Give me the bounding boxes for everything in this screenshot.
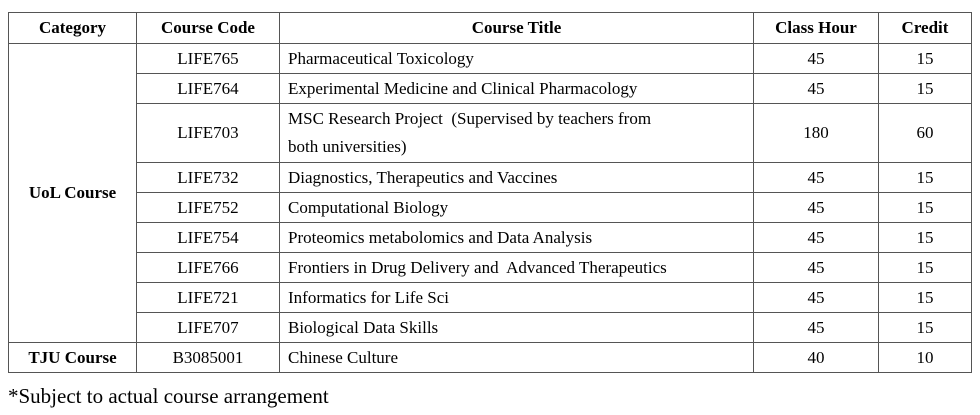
table-row — [9, 343, 972, 373]
class-hour-cell: 40 — [754, 343, 879, 373]
class-hour-cell: 45 — [754, 193, 879, 223]
course-code-cell: B3085001 — [137, 343, 280, 373]
table-row — [9, 283, 972, 313]
table-header-row — [9, 13, 972, 44]
course-code-cell: LIFE766 — [137, 253, 280, 283]
course-title-line-2: both universities) — [288, 137, 407, 156]
course-title-cell: Pharmaceutical Toxicology — [280, 44, 754, 74]
course-code-cell: LIFE707 — [137, 313, 280, 343]
class-hour-cell: 45 — [754, 283, 879, 313]
class-hour-cell: 45 — [754, 74, 879, 104]
course-code-cell: LIFE703 — [137, 104, 280, 163]
course-title-cell: Diagnostics, Therapeutics and Vaccines — [280, 163, 754, 193]
course-title-cell: Computational Biology — [280, 193, 754, 223]
credit-cell: 15 — [879, 253, 972, 283]
course-code-cell: LIFE732 — [137, 163, 280, 193]
class-hour-cell: 45 — [754, 313, 879, 343]
credit-cell: 15 — [879, 74, 972, 104]
table-row — [9, 193, 972, 223]
course-code-cell: LIFE764 — [137, 74, 280, 104]
table-row — [9, 74, 972, 104]
credit-cell: 15 — [879, 283, 972, 313]
course-title-line-1: MSC Research Project (Supervised by teachers from — [288, 109, 652, 128]
course-title-cell: Chinese Culture — [280, 343, 754, 373]
header-credit: Credit — [879, 13, 972, 44]
credit-cell: 15 — [879, 44, 972, 74]
course-code-cell: LIFE752 — [137, 193, 280, 223]
course-code-cell: LIFE765 — [137, 44, 280, 74]
class-hour-cell: 45 — [754, 253, 879, 283]
course-code-cell: LIFE721 — [137, 283, 280, 313]
category-cell-uol: UoL Course — [9, 44, 137, 343]
course-title-cell: Proteomics metabolomics and Data Analysis — [280, 223, 754, 253]
credit-cell: 15 — [879, 163, 972, 193]
header-course-code: Course Code — [137, 13, 280, 44]
course-title-cell: Experimental Medicine and Clinical Pharmacology — [280, 74, 754, 104]
class-hour-cell: 180 — [754, 104, 879, 163]
credit-cell: 15 — [879, 193, 972, 223]
table-row — [9, 223, 972, 253]
table-row — [9, 163, 972, 193]
footnote: *Subject to actual course arrangement — [8, 384, 329, 408]
course-title-cell: Biological Data Skills — [280, 313, 754, 343]
header-course-title: Course Title — [280, 13, 754, 44]
credit-cell: 15 — [879, 223, 972, 253]
course-title-cell — [280, 104, 754, 163]
credit-cell: 10 — [879, 343, 972, 373]
class-hour-cell: 45 — [754, 223, 879, 253]
header-class-hour: Class Hour — [754, 13, 879, 44]
table-row — [9, 44, 972, 74]
credit-cell: 60 — [879, 104, 972, 163]
class-hour-cell: 45 — [754, 44, 879, 74]
course-title-cell: Informatics for Life Sci — [280, 283, 754, 313]
course-code-cell: LIFE754 — [137, 223, 280, 253]
class-hour-cell: 45 — [754, 163, 879, 193]
table-row — [9, 104, 972, 163]
table-row — [9, 253, 972, 283]
category-cell-tju: TJU Course — [9, 343, 137, 373]
course-title-cell: Frontiers in Drug Delivery and Advanced Therapeutics — [280, 253, 754, 283]
credit-cell: 15 — [879, 313, 972, 343]
table-row — [9, 313, 972, 343]
header-category: Category — [9, 13, 137, 44]
course-table — [8, 12, 972, 373]
